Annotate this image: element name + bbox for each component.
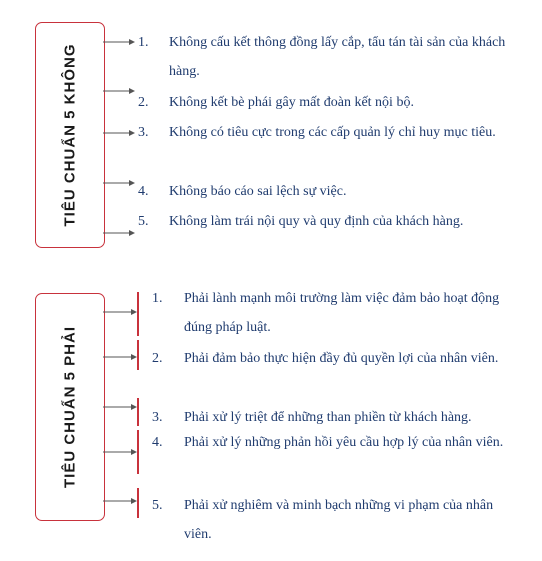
list-item-number: 2. [152,351,163,366]
arrow-icon [103,402,137,412]
section-title-box [35,22,105,248]
divider [137,488,139,518]
list-item-text: Không cấu kết thông đồng lấy cắp, tẩu tán tài sản của khách hàng. [169,35,506,79]
divider [137,292,139,336]
section-title: TIÊU CHUẨN 5 KHÔNG [61,43,79,227]
list-item-text: Phải đảm bảo thực hiện đầy đủ quyền lợi của nhân viên. [184,351,499,366]
arrow-icon [103,447,137,457]
arrow-icon [103,128,135,138]
list-item-text: Phải lành mạnh môi trường làm việc đảm bảo hoạt động đúng pháp luật. [184,291,500,335]
arrow-icon [103,352,137,362]
list-item-text: Phải xử nghiêm và minh bạch những vi phạm của nhân viên. [184,498,494,542]
list-item-number: 5. [138,214,149,229]
list-item-number: 4. [152,435,163,450]
list-item-text: Không làm trái nội quy và quy định của khách hàng. [169,214,464,229]
list-item-text: Phải xử lý những phản hồi yêu cầu hợp lý của nhân viên. [184,435,504,450]
list-item-text: Không có tiêu cực trong các cấp quản lý chỉ huy mục tiêu. [169,125,496,140]
list-item-number: 1. [152,291,163,306]
divider [137,430,139,474]
list-item-text: Không báo cáo sai lệch sự việc. [169,184,347,199]
divider [137,340,139,370]
arrow-icon [103,37,135,47]
arrow-icon [103,178,135,188]
section-title: TIÊU CHUẨN 5 PHẢI [61,325,79,489]
arrow-icon [103,228,135,238]
list-item-number: 3. [152,410,163,425]
arrow-icon [103,86,135,96]
list-item-number: 4. [138,184,149,199]
section-title-box [35,293,105,521]
arrow-icon [103,496,137,506]
list-item-number: 5. [152,498,163,513]
list-item-number: 2. [138,95,149,110]
list-item-text: Không kết bè phái gây mất đoàn kết nội bộ. [169,95,414,110]
arrow-icon [103,307,137,317]
divider [137,398,139,426]
list-item-number: 3. [138,125,149,140]
list-item-number: 1. [138,35,149,50]
list-item-text: Phải xử lý triệt để những than phiền từ khách hàng. [184,410,472,425]
